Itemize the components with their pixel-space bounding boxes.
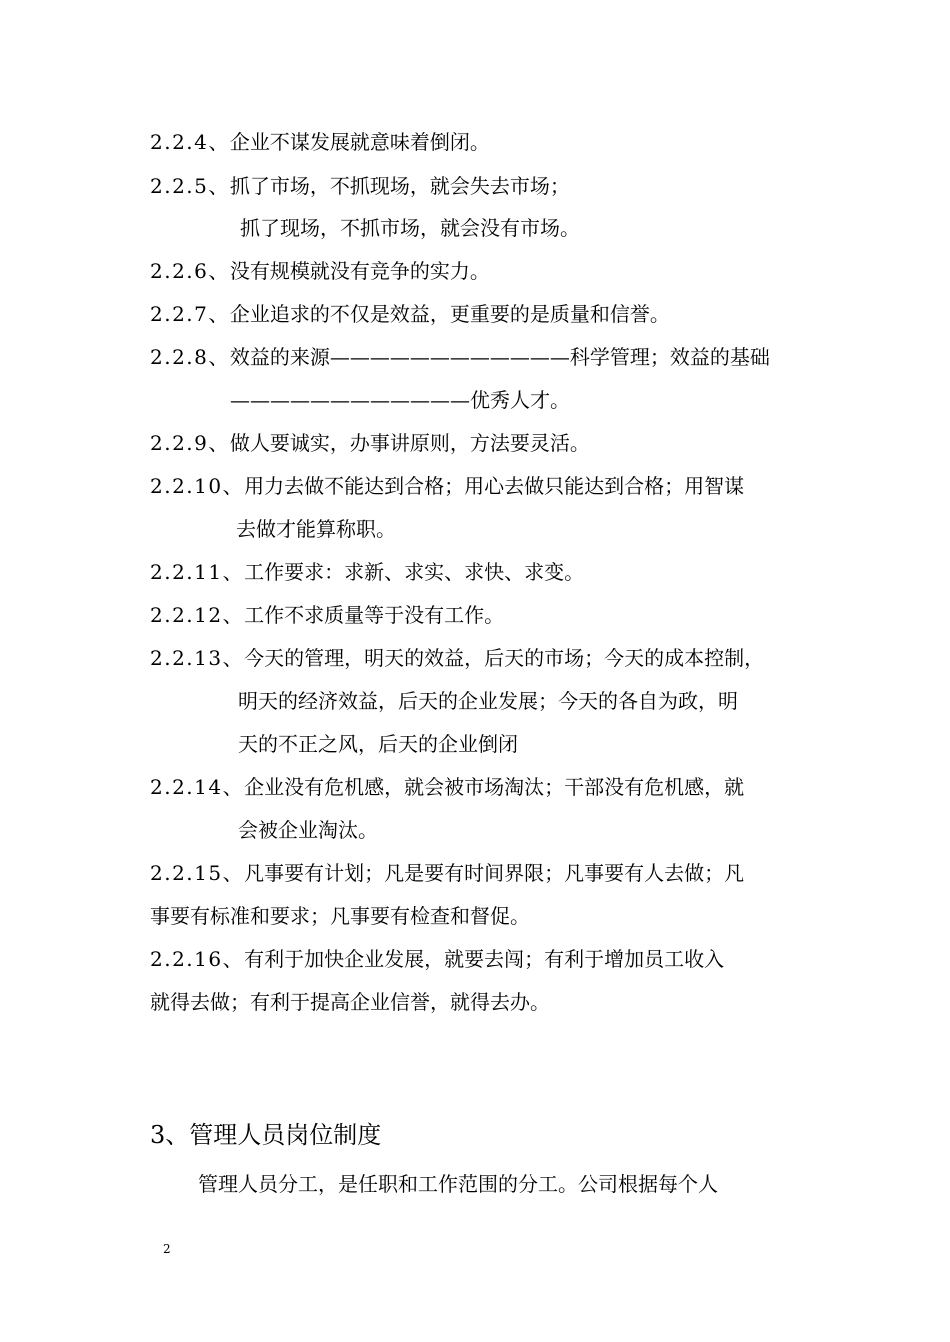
item-text: 企业不谋发展就意味着倒闭。 bbox=[229, 130, 490, 154]
item-number: 2.2.16、 bbox=[150, 947, 245, 971]
item-2-2-16-cont: 就得去做；有利于提高企业信誉，就得去办。 bbox=[150, 990, 550, 1014]
item-text: 工作要求：求新、求实、求快、求变。 bbox=[244, 560, 585, 584]
item-2-2-9 bbox=[150, 429, 590, 457]
item-2-2-10-cont: 去做才能算称职。 bbox=[236, 517, 396, 541]
item-2-2-11 bbox=[150, 558, 584, 586]
item-2-2-4 bbox=[150, 128, 490, 156]
item-2-2-13-cont-1: 明天的经济效益，后天的企业发展；今天的各自为政，明 bbox=[238, 689, 738, 713]
item-2-2-8 bbox=[150, 343, 770, 371]
item-2-2-13-cont-2: 天的不正之风，后天的企业倒闭 bbox=[238, 732, 518, 756]
item-number: 2.2.7、 bbox=[150, 302, 230, 326]
item-2-2-14 bbox=[150, 773, 744, 801]
page-number: 2 bbox=[163, 1242, 171, 1256]
item-2-2-5-cont: 抓了现场，不抓市场，就会没有市场。 bbox=[240, 216, 580, 240]
item-text: 效益的来源————————————科学管理；效益的基础 bbox=[229, 345, 770, 369]
item-2-2-15 bbox=[150, 859, 744, 887]
item-number: 2.2.6、 bbox=[150, 259, 230, 283]
item-number: 2.2.10、 bbox=[150, 474, 245, 498]
item-2-2-16 bbox=[150, 945, 724, 973]
item-text: 企业追求的不仅是效益，更重要的是质量和信誉。 bbox=[229, 302, 670, 326]
item-number: 2.2.5、 bbox=[150, 174, 230, 198]
item-number: 2.2.15、 bbox=[150, 861, 245, 885]
item-number: 2.2.4、 bbox=[150, 130, 230, 154]
section-heading: 3、管理人员岗位制度 bbox=[150, 1121, 382, 1149]
item-number: 2.2.8、 bbox=[150, 345, 230, 369]
item-2-2-5 bbox=[150, 172, 570, 200]
item-number: 2.2.11、 bbox=[150, 560, 245, 584]
item-2-2-15-cont: 事要有标准和要求；凡事要有检查和督促。 bbox=[150, 904, 530, 928]
item-2-2-8-cont: ————————————优秀人才。 bbox=[230, 388, 570, 412]
item-2-2-10 bbox=[150, 472, 744, 500]
item-2-2-12 bbox=[150, 601, 504, 629]
item-text: 今天的管理，明天的效益，后天的市场；今天的成本控制， bbox=[244, 646, 765, 670]
item-number: 2.2.12、 bbox=[150, 603, 245, 627]
item-number: 2.2.14、 bbox=[150, 775, 245, 799]
item-2-2-6 bbox=[150, 257, 490, 285]
item-text: 有利于加快企业发展，就要去闯；有利于增加员工收入 bbox=[244, 947, 725, 971]
item-text: 没有规模就没有竞争的实力。 bbox=[229, 259, 490, 283]
item-number: 2.2.9、 bbox=[150, 431, 230, 455]
item-text: 工作不求质量等于没有工作。 bbox=[244, 603, 505, 627]
item-2-2-14-cont: 会被企业淘汰。 bbox=[238, 818, 378, 842]
section-paragraph: 管理人员分工，是任职和工作范围的分工。公司根据每个人 bbox=[198, 1172, 718, 1196]
item-number: 2.2.13、 bbox=[150, 646, 245, 670]
item-text: 抓了市场，不抓现场，就会失去市场； bbox=[229, 174, 570, 198]
item-2-2-7 bbox=[150, 300, 670, 328]
item-text: 用力去做不能达到合格；用心去做只能达到合格；用智谋 bbox=[244, 474, 745, 498]
item-2-2-13 bbox=[150, 644, 764, 672]
item-text: 企业没有危机感，就会被市场淘汰；干部没有危机感，就 bbox=[244, 775, 745, 799]
item-text: 凡事要有计划；凡是要有时间界限；凡事要有人去做；凡 bbox=[244, 861, 745, 885]
item-text: 做人要诚实，办事讲原则，方法要灵活。 bbox=[229, 431, 590, 455]
